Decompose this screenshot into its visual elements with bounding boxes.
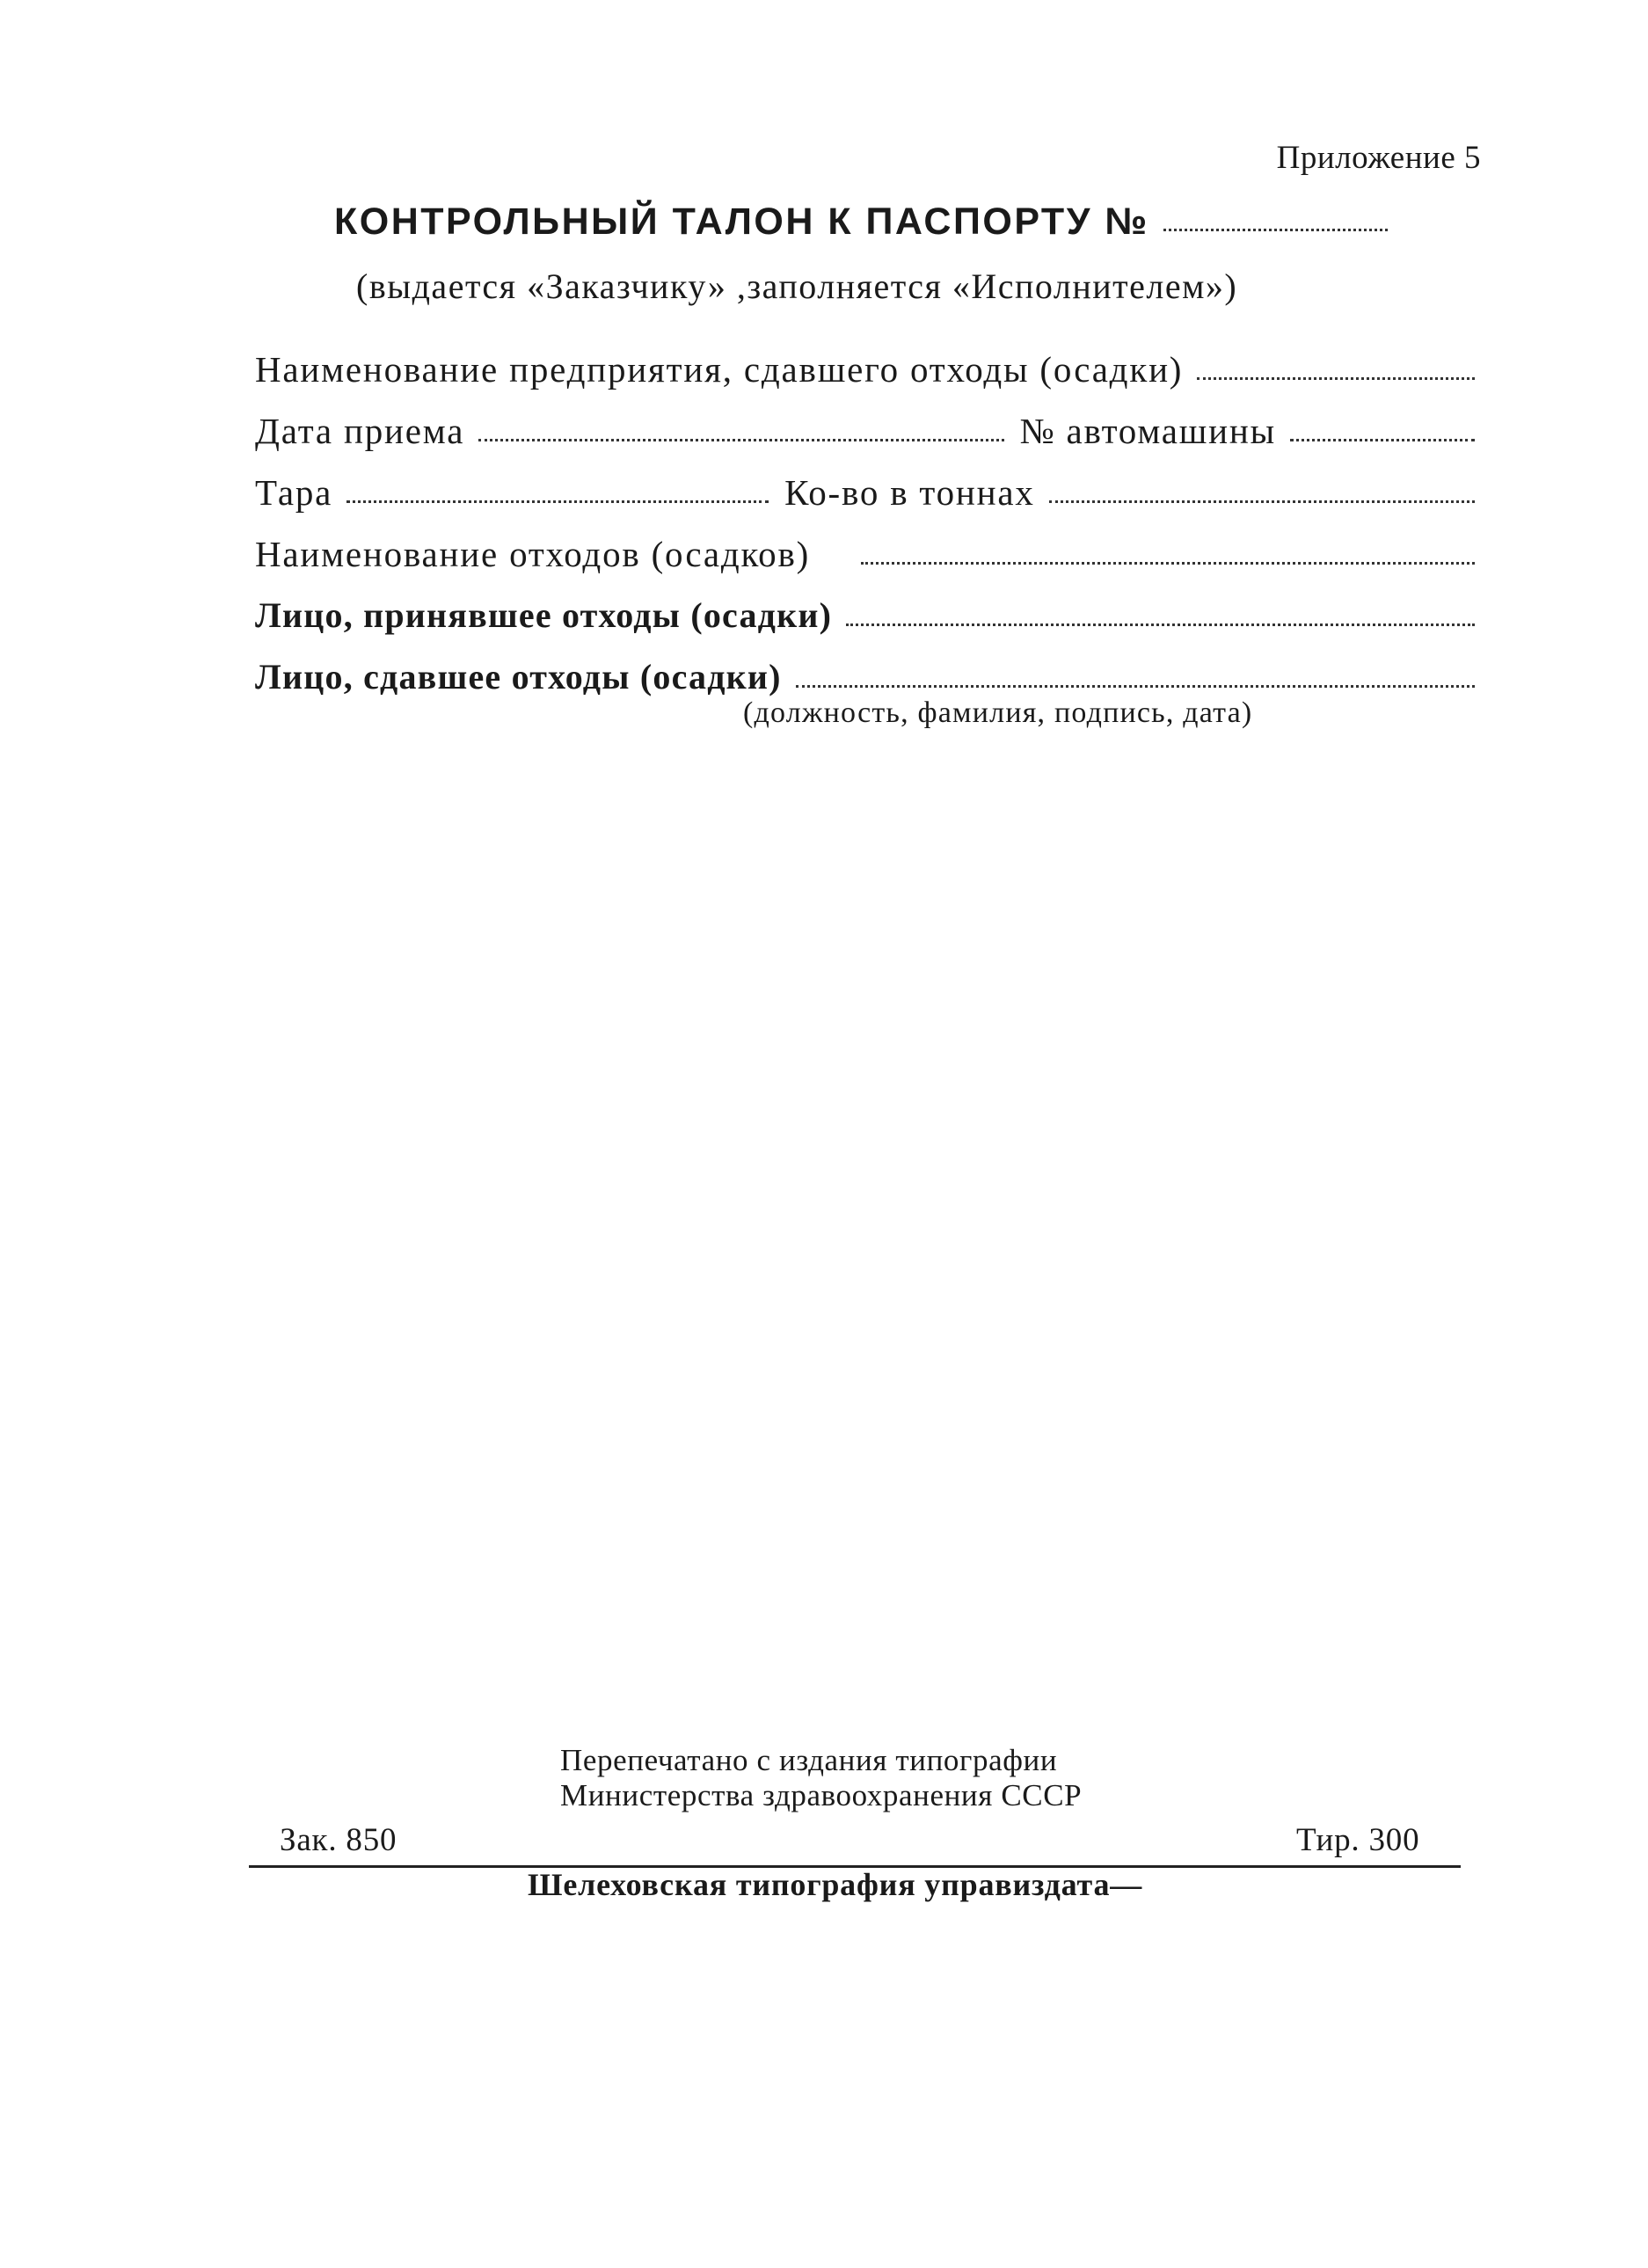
field-quantity-line <box>1049 500 1475 503</box>
field-received-by <box>255 594 1475 638</box>
field-enterprise <box>255 348 1475 392</box>
field-container-line <box>346 500 769 503</box>
form-title <box>334 201 1425 244</box>
field-container-quantity <box>255 471 1475 515</box>
field-waste-name <box>255 533 1475 577</box>
field-handed-by <box>255 656 1475 700</box>
printer-name: Шелеховская типография управиздата— <box>528 1867 1143 1902</box>
field-received-by-label: Лицо, принявшее отходы (осадки) <box>255 595 833 635</box>
passport-number-line <box>1163 229 1388 231</box>
reprint-line-1: Перепечатано с издания типографии <box>560 1743 1058 1777</box>
form-subtitle: (выдается «Заказчику» ,заполняется «Исполнителем») <box>356 266 1238 306</box>
reprint-line-2: Министерства здравоохранения СССР <box>560 1778 1083 1812</box>
field-enterprise-label: Наименование предприятия, сдавшего отходы (осадки) <box>255 349 1184 390</box>
field-date-label: Дата приема <box>255 411 465 451</box>
signature-note: (должность, фамилия, подпись, дата) <box>743 696 1253 729</box>
field-truck-line <box>1290 439 1475 441</box>
field-handed-by-label: Лицо, сдавшее отходы (осадки) <box>255 657 782 696</box>
field-handed-by-line <box>796 685 1475 688</box>
field-quantity-label: Ко-во в тоннах <box>784 472 1035 513</box>
reprint-notice <box>560 1743 1082 1813</box>
field-received-by-line <box>846 624 1475 626</box>
field-waste-name-line <box>861 562 1475 565</box>
field-enterprise-line <box>1197 377 1475 380</box>
field-date-truck <box>255 410 1475 454</box>
print-run: Тир. 300 <box>1296 1822 1420 1858</box>
field-container-label: Тара <box>255 472 333 513</box>
field-truck-label: № автомашины <box>1019 411 1276 451</box>
order-number: Зак. 850 <box>280 1822 397 1858</box>
field-waste-name-label: Наименование отходов (осадков) <box>255 534 811 574</box>
appendix-label: Приложение 5 <box>1276 140 1481 176</box>
form-title-text: КОНТРОЛЬНЫЙ ТАЛОН К ПАСПОРТУ № <box>334 201 1149 243</box>
field-date-line <box>478 439 1003 441</box>
